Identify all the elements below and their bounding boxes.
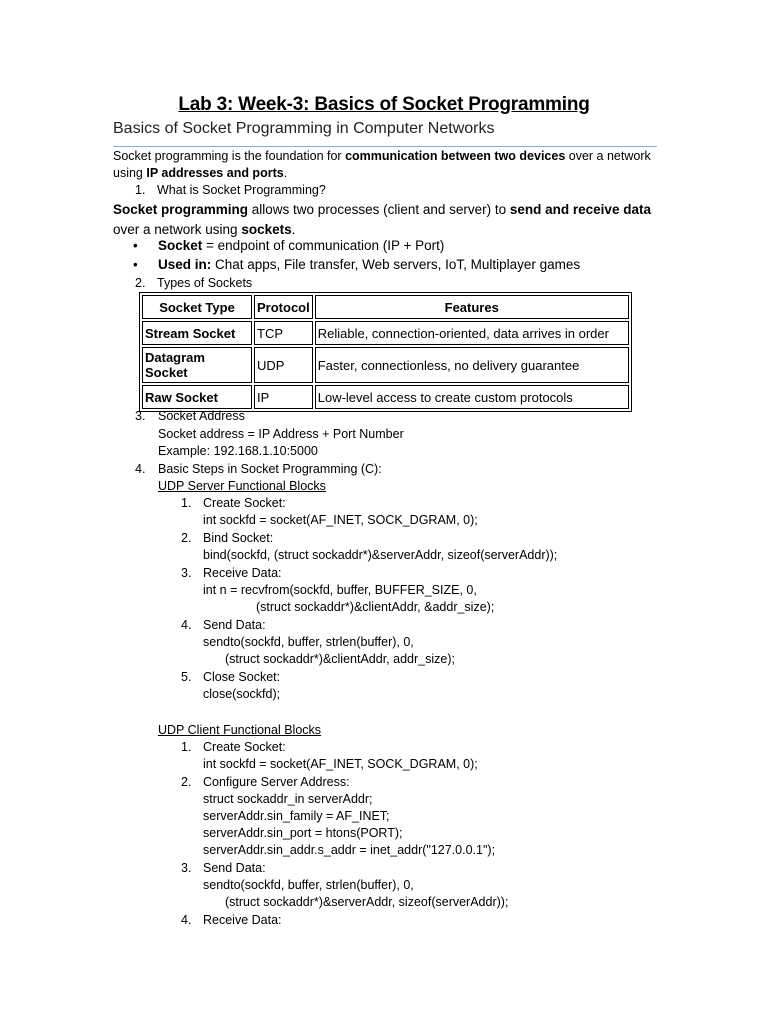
step-number: 4. [181, 618, 192, 632]
code-line: serverAddr.sin_family = AF_INET; [203, 809, 390, 823]
client-step [181, 739, 286, 756]
question-4 [135, 461, 382, 478]
para-bold: sockets [241, 222, 292, 237]
step-label: Send Data: [203, 861, 266, 875]
intro-paragraph [113, 148, 673, 182]
heading-rule [113, 146, 657, 147]
table-header: Socket Type [142, 295, 252, 319]
table-row [142, 321, 629, 345]
client-step [181, 774, 350, 791]
intro-text: Socket programming is the foundation for [113, 149, 346, 163]
question-2 [135, 275, 252, 292]
para-bold: Socket programming [113, 202, 249, 217]
para-text: over a network using [113, 222, 242, 237]
socket-address-line: Socket address = IP Address + Port Number [158, 427, 404, 441]
client-step [181, 860, 266, 877]
bullet-dot-icon: • [133, 257, 138, 272]
code-line: sendto(sockfd, buffer, strlen(buffer), 0, [203, 635, 414, 649]
code-line: (struct sockaddr*)&serverAddr, sizeof(serverAddr)); [225, 895, 509, 909]
table-cell: Reliable, connection-oriented, data arrives in order [315, 321, 629, 345]
bullet-item [133, 238, 444, 253]
step-number: 4. [181, 913, 192, 927]
bullet-item [133, 257, 580, 272]
question-text: Types of Sockets [157, 276, 253, 290]
table-row [142, 347, 629, 383]
code-line: bind(sockfd, (struct sockaddr*)&serverAddr, sizeof(serverAddr)); [203, 548, 558, 562]
page-subtitle: Basics of Socket Programming in Computer Networks [113, 120, 495, 137]
step-label: Create Socket: [203, 496, 286, 510]
table-cell: Low-level access to create custom protocols [315, 385, 629, 409]
step-label: Bind Socket: [203, 531, 274, 545]
para-text: . [291, 222, 296, 237]
socket-address-example: Example: 192.168.1.10:5000 [158, 444, 318, 458]
step-number: 5. [181, 670, 192, 684]
step-label: Receive Data: [203, 566, 282, 580]
table-row [142, 385, 629, 409]
bullet-text: = endpoint of communication (IP + Port) [202, 238, 445, 253]
question-text: What is Socket Programming? [157, 183, 326, 197]
intro-bold: communication between two devices [345, 149, 566, 163]
table-cell: Datagram Socket [142, 347, 252, 383]
server-step [181, 617, 266, 634]
bullet-bold: Used in: [158, 257, 212, 272]
server-step [181, 530, 273, 547]
code-line: close(sockfd); [203, 687, 281, 701]
step-number: 3. [181, 566, 192, 580]
page-title: Lab 3: Week-3: Basics of Socket Programming [178, 94, 590, 115]
table-cell: IP [254, 385, 313, 409]
client-heading: UDP Client Functional Blocks [158, 723, 322, 737]
step-label: Close Socket: [203, 670, 281, 684]
para-text: allows two processes (client and server) to [248, 202, 510, 217]
step-number: 3. [181, 861, 192, 875]
table-cell: UDP [254, 347, 313, 383]
question-text: Basic Steps in Socket Programming (C): [158, 462, 382, 476]
list-number: 2. [135, 276, 146, 290]
step-label: Create Socket: [203, 740, 286, 754]
question-3 [135, 408, 245, 425]
code-line: int sockfd = socket(AF_INET, SOCK_DGRAM, 0); [203, 513, 478, 527]
table-cell: TCP [254, 321, 313, 345]
code-line: sendto(sockfd, buffer, strlen(buffer), 0, [203, 878, 414, 892]
step-label: Configure Server Address: [203, 775, 350, 789]
table-cell: Faster, connectionless, no delivery guarantee [315, 347, 629, 383]
step-label: Send Data: [203, 618, 266, 632]
table-cell: Stream Socket [142, 321, 252, 345]
intro-text: . [283, 166, 288, 180]
bullet-dot-icon: • [133, 238, 138, 253]
server-step [181, 669, 280, 686]
table-header: Features [315, 295, 629, 319]
definition-paragraph [113, 200, 673, 240]
question-text: Socket Address [158, 409, 245, 423]
code-line: int n = recvfrom(sockfd, buffer, BUFFER_SIZE, 0, [203, 583, 477, 597]
code-line: int sockfd = socket(AF_INET, SOCK_DGRAM, 0); [203, 757, 478, 771]
table-cell: Raw Socket [142, 385, 252, 409]
step-number: 1. [181, 740, 192, 754]
step-number: 2. [181, 775, 192, 789]
intro-text: over a network using [113, 149, 651, 180]
client-step [181, 912, 282, 929]
question-1 [135, 182, 326, 199]
table-header-row [142, 295, 629, 319]
step-number: 1. [181, 496, 192, 510]
server-step [181, 565, 282, 582]
list-number: 1. [135, 183, 146, 197]
server-heading: UDP Server Functional Blocks [158, 479, 326, 493]
server-step [181, 495, 286, 512]
code-line: serverAddr.sin_addr.s_addr = inet_addr("127.0.0.1"); [203, 843, 496, 857]
bullet-bold: Socket [158, 238, 203, 253]
code-line: (struct sockaddr*)&clientAddr, addr_size); [225, 652, 455, 666]
socket-types-table [139, 292, 632, 412]
table-header: Protocol [254, 295, 313, 319]
step-number: 2. [181, 531, 192, 545]
list-number: 4. [135, 462, 146, 476]
para-bold: send and receive data [509, 202, 651, 217]
bullet-text: Chat apps, File transfer, Web servers, IoT, Multiplayer games [211, 257, 581, 272]
code-line: (struct sockaddr*)&clientAddr, &addr_size); [256, 600, 495, 614]
code-line: serverAddr.sin_port = htons(PORT); [203, 826, 403, 840]
intro-bold: IP addresses and ports [146, 166, 284, 180]
list-number: 3. [135, 409, 146, 423]
code-line: struct sockaddr_in serverAddr; [203, 792, 373, 806]
step-label: Receive Data: [203, 913, 282, 927]
